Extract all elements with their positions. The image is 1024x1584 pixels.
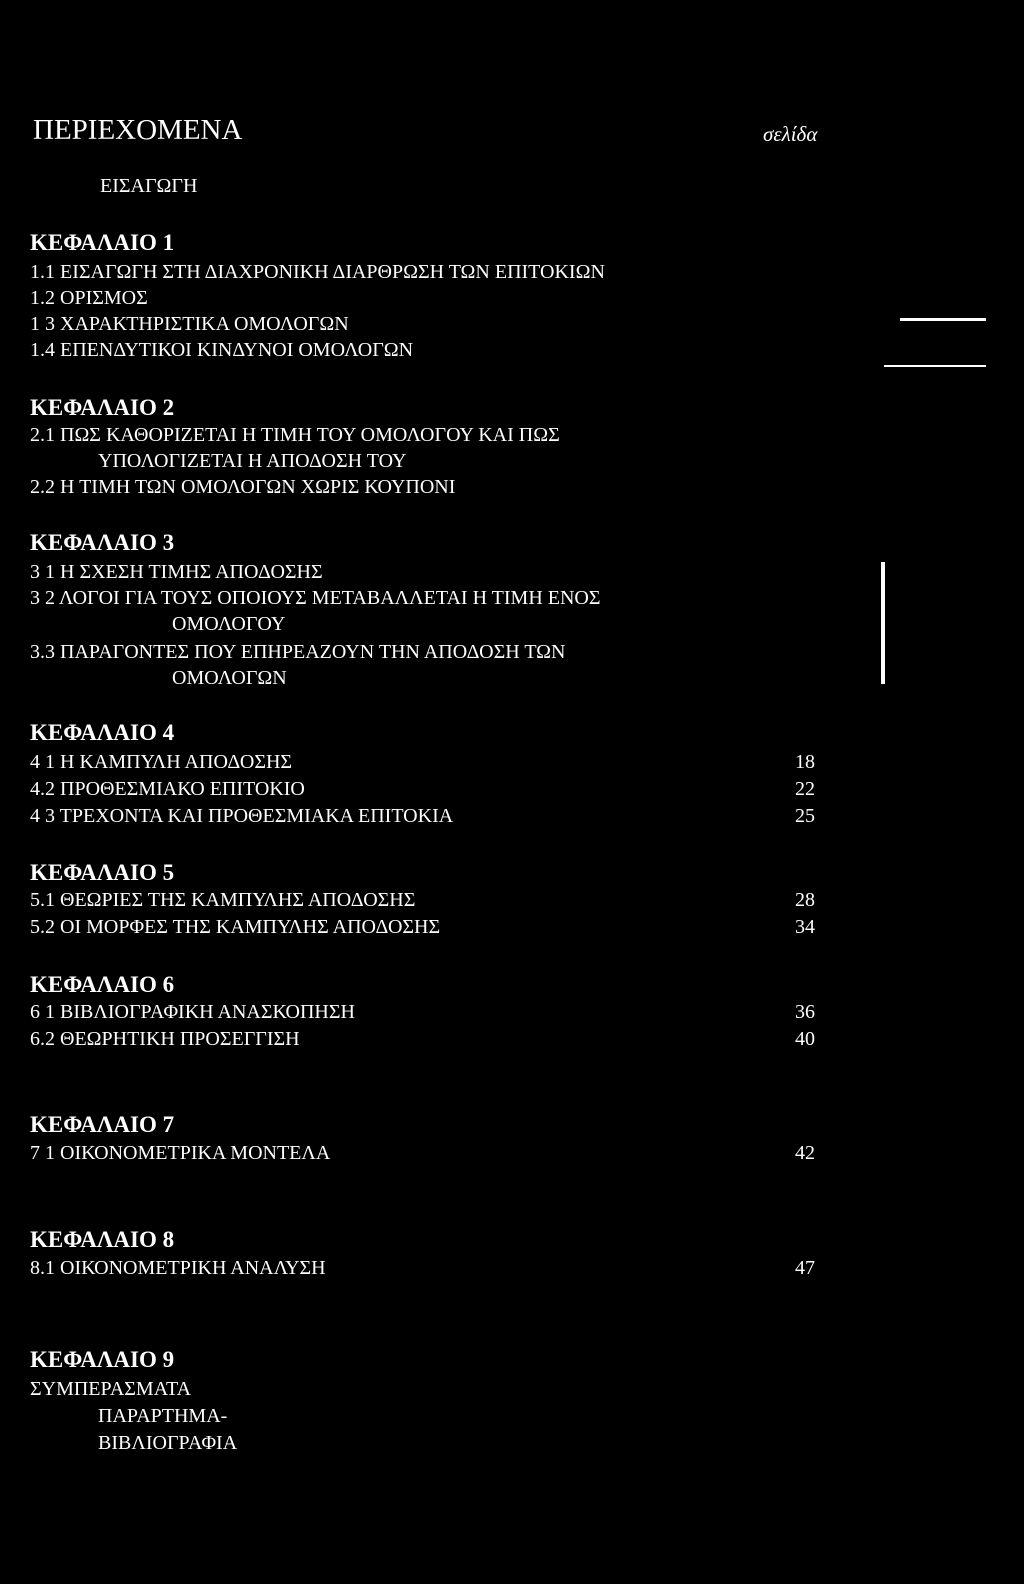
toc-entry: 3.3 ΠΑΡΑΓΟΝΤΕΣ ΠΟΥ ΕΠΗΡΕΑΖΟΥΝ ΤΗΝ ΑΠΟΔΟΣΗ ΤΩΝ (30, 641, 566, 663)
toc-entry: 5.2 ΟΙ ΜΟΡΦΕΣ ΤΗΣ ΚΑΜΠΥΛΗΣ ΑΠΟΔΟΣΗΣ (30, 916, 441, 938)
chapter-heading-3: ΚΕΦΑΛΑΙΟ 3 (30, 530, 175, 555)
chapter-heading-1: ΚΕΦΑΛΑΙΟ 1 (30, 230, 175, 255)
page-number: 40 (795, 1028, 815, 1050)
toc-entry-intro: ΕΙΣΑΓΩΓΗ (100, 175, 198, 197)
toc-entry: 4.2 ΠΡΟΘΕΣΜΙΑΚΟ ΕΠΙΤΟΚΙΟ (30, 778, 305, 800)
toc-entry: 7 1 ΟΙΚΟΝΟΜΕΤΡΙΚΑ ΜΟΝΤΕΛΑ (30, 1142, 331, 1164)
page-number: 18 (795, 751, 815, 773)
toc-entry: 6 1 ΒΙΒΛΙΟΓΡΑΦΙΚΗ ΑΝΑΣΚΟΠΗΣΗ (30, 1001, 355, 1023)
chapter-heading-5: ΚΕΦΑΛΑΙΟ 5 (30, 860, 175, 885)
page-number: 34 (795, 916, 815, 938)
chapter-heading-6: ΚΕΦΑΛΑΙΟ 6 (30, 972, 175, 997)
chapter-heading-4: ΚΕΦΑΛΑΙΟ 4 (30, 720, 175, 745)
toc-entry: 2.2 Η ΤΙΜΗ ΤΩΝ ΟΜΟΛΟΓΩΝ ΧΩΡΙΣ ΚΟΥΠΟΝΙ (30, 476, 456, 498)
scan-mark-line (884, 365, 986, 367)
page-column-label: σελίδα (763, 122, 818, 146)
page-number: 22 (795, 778, 815, 800)
page-number: 25 (795, 805, 815, 827)
toc-entry: 3 1 Η ΣΧΕΣΗ ΤΙΜΗΣ ΑΠΟΔΟΣΗΣ (30, 561, 323, 583)
page-number: 47 (795, 1257, 815, 1279)
toc-entry-continuation: ΟΜΟΛΟΓΩΝ (172, 667, 287, 689)
toc-entry: ΣΥΜΠΕΡΑΣΜΑΤΑ (30, 1378, 192, 1400)
toc-entry: 8.1 ΟΙΚΟΝΟΜΕΤΡΙΚΗ ΑΝΑΛΥΣΗ (30, 1257, 326, 1279)
toc-entry: 6.2 ΘΕΩΡΗΤΙΚΗ ΠΡΟΣΕΓΓΙΣΗ (30, 1028, 300, 1050)
toc-entry: 4 3 ΤΡΕΧΟΝΤΑ ΚΑΙ ΠΡΟΘΕΣΜΙΑΚΑ ΕΠΙΤΟΚΙΑ (30, 805, 454, 827)
toc-entry: 2.1 ΠΩΣ ΚΑΘΟΡΙΖΕΤΑΙ Η ΤΙΜΗ ΤΟΥ ΟΜΟΛΟΓΟΥ ΚΑΙ ΠΩΣ (30, 424, 560, 446)
page-number: 28 (795, 889, 815, 911)
chapter-heading-2: ΚΕΦΑΛΑΙΟ 2 (30, 395, 175, 420)
toc-entry-continuation: ΥΠΟΛΟΓΙΖΕΤΑΙ Η ΑΠΟΔΟΣΗ ΤΟΥ (98, 450, 407, 472)
page-number: 36 (795, 1001, 815, 1023)
chapter-heading-8: ΚΕΦΑΛΑΙΟ 8 (30, 1227, 175, 1252)
toc-entry: 3 2 ΛΟΓΟΙ ΓΙΑ ΤΟΥΣ ΟΠΟΙΟΥΣ ΜΕΤΑΒΑΛΛΕΤΑΙ Η ΤΙΜΗ ΕΝΟΣ (30, 587, 601, 609)
toc-entry: 4 1 Η ΚΑΜΠΥΛΗ ΑΠΟΔΟΣΗΣ (30, 751, 293, 773)
toc-entry: 1 3 ΧΑΡΑΚΤΗΡΙΣΤΙΚΑ ΟΜΟΛΟΓΩΝ (30, 313, 349, 335)
page-title: ΠΕΡΙΕΧΟΜΕΝΑ (33, 114, 243, 146)
toc-entry: ΒΙΒΛΙΟΓΡΑΦΙΑ (98, 1432, 238, 1454)
toc-entry: 5.1 ΘΕΩΡΙΕΣ ΤΗΣ ΚΑΜΠΥΛΗΣ ΑΠΟΔΟΣΗΣ (30, 889, 416, 911)
toc-entry: 1.4 ΕΠΕΝΔΥΤΙΚΟΙ ΚΙΝΔΥΝΟΙ ΟΜΟΛΟΓΩΝ (30, 339, 414, 361)
toc-entry: 1.2 ΟΡΙΣΜΟΣ (30, 287, 148, 309)
toc-entry: ΠΑΡΑΡΤΗΜΑ- (98, 1405, 228, 1427)
scan-mark-line (900, 318, 986, 321)
chapter-heading-9: ΚΕΦΑΛΑΙΟ 9 (30, 1347, 175, 1372)
scan-mark-bar (881, 562, 885, 684)
toc-entry-continuation: ΟΜΟΛΟΓΟΥ (172, 613, 286, 635)
chapter-heading-7: ΚΕΦΑΛΑΙΟ 7 (30, 1112, 175, 1137)
page-number: 42 (795, 1142, 815, 1164)
toc-entry: 1.1 ΕΙΣΑΓΩΓΗ ΣΤΗ ΔΙΑΧΡΟΝΙΚΗ ΔΙΑΡΘΡΩΣΗ ΤΩΝ ΕΠΙΤΟΚΙΩΝ (30, 261, 605, 283)
